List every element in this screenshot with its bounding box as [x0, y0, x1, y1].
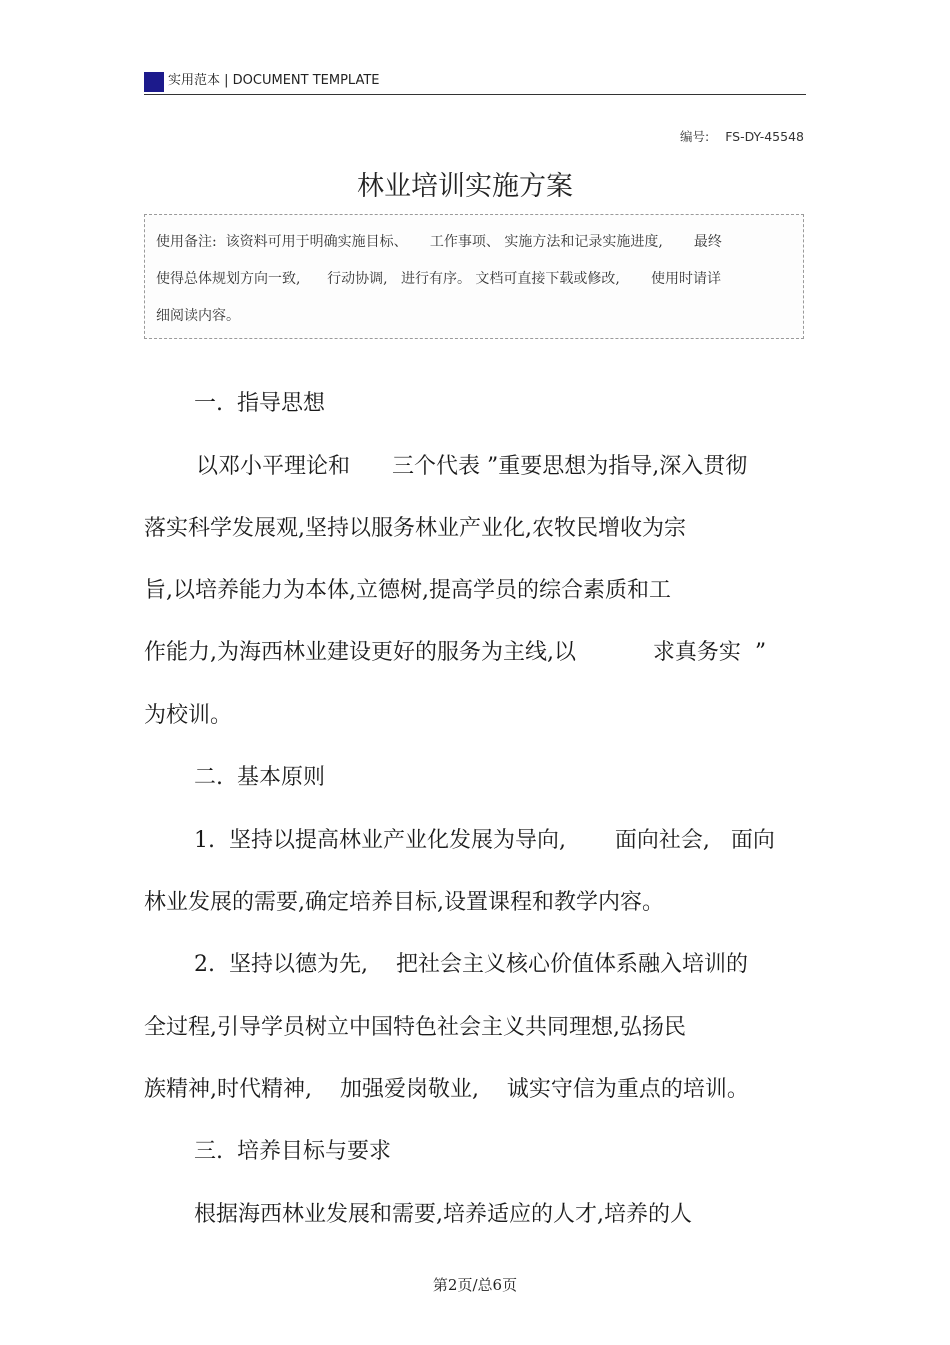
- paragraph-line: 作能力,为海西林业建设更好的服务为主线,以 求真务实 ”: [144, 640, 767, 665]
- section-heading: 三. 培养目标与要求: [194, 1139, 391, 1164]
- section-heading: 二. 基本原则: [194, 765, 325, 790]
- document-title: 林业培训实施方案: [357, 171, 573, 202]
- document-number: [680, 127, 804, 145]
- usage-note-line: 细阅读内容。: [156, 308, 240, 324]
- usage-note-line: 使用备注: 该资料可用于明确实施目标、 工作事项、 实施方法和记录实施进度, 最终: [156, 234, 722, 250]
- paragraph-line: 以邓小平理论和 三个代表 ”重要思想为指导,深入贯彻: [196, 454, 748, 479]
- paragraph-line: 2. 坚持以德为先, 把社会主义核心价值体系融入培训的: [194, 952, 748, 977]
- paragraph-line: 林业发展的需要,确定培养目标,设置课程和教学内容。: [144, 890, 664, 915]
- paragraph-line: 根据海西林业发展和需要,培养适应的人才,培养的人: [194, 1202, 692, 1227]
- document-number-label: 编号:: [679, 129, 710, 144]
- section-heading: 一. 指导思想: [194, 391, 325, 416]
- paragraph-line: 落实科学发展观,坚持以服务林业产业化,农牧民增收为宗: [144, 516, 686, 541]
- paragraph-line: 全过程,引导学员树立中国特色社会主义共同理想,弘扬民: [144, 1015, 686, 1040]
- paragraph-line: 为校训。: [144, 703, 233, 728]
- usage-note-line: 使得总体规划方向一致, 行动协调, 进行有序。 文档可直接下载或修改, 使用时请详: [156, 271, 722, 287]
- document-number-value: FS-DY-45548: [725, 129, 804, 144]
- header-text: 实用范本 | DOCUMENT TEMPLATE: [168, 73, 380, 88]
- usage-note-box: [144, 214, 804, 339]
- page-footer: 第2页/总6页: [432, 1276, 518, 1294]
- paragraph-line: 族精神,时代精神, 加强爱岗敬业, 诚实守信为重点的培训。: [144, 1077, 749, 1102]
- paragraph-line: 旨,以培养能力为本体,立德树,提高学员的综合素质和工: [144, 578, 671, 603]
- paragraph-line: 1. 坚持以提高林业产业化发展为导向, 面向社会, 面向: [194, 828, 775, 853]
- header-logo-square: [144, 72, 164, 92]
- document-header: [144, 70, 806, 95]
